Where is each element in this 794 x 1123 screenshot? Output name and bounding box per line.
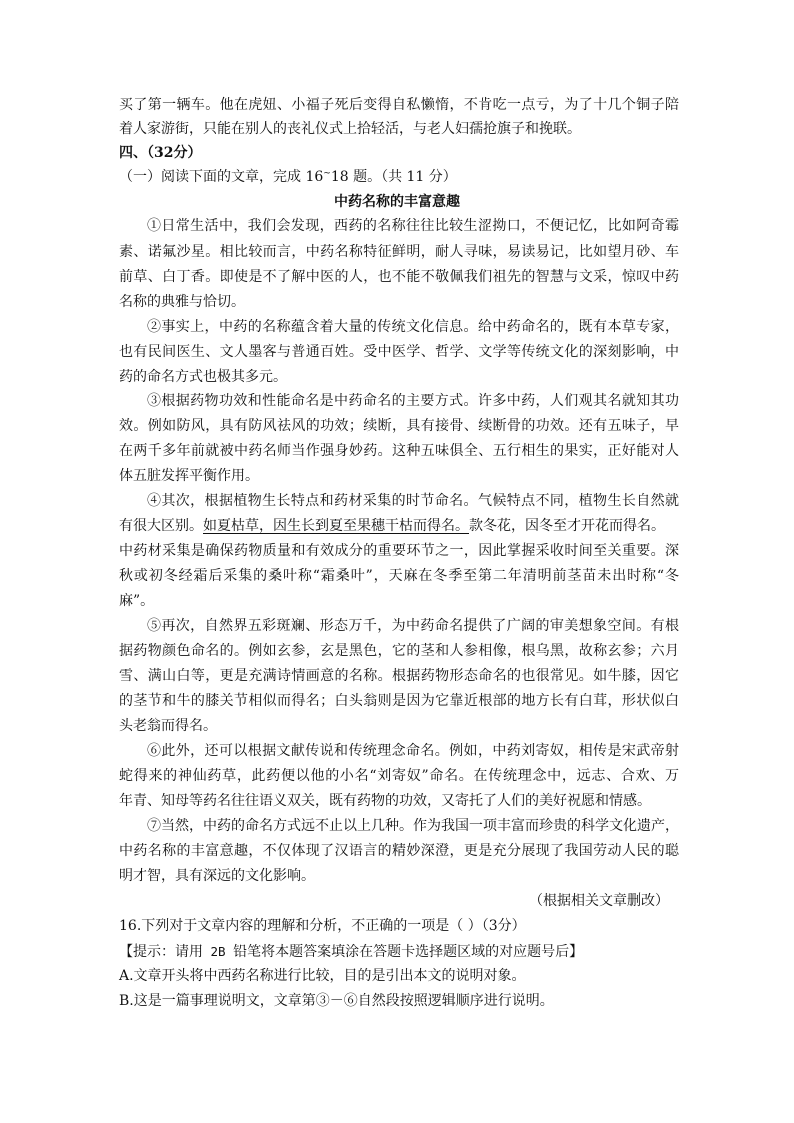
question-16-hint <box>119 939 679 964</box>
p1-line-3: 前草、白丁香。即使是不了解中医的人，也不能不敬佩我们祖先的智慧与文采，惊叹中药 <box>119 269 679 285</box>
instruction-text-b: 18 题。（共 11 分） <box>330 169 457 185</box>
p2-line-2: 也有民间医生、文人墨客与普通百姓。受中医学、哲学、文学等传统文化的深刻影响，中 <box>119 344 679 360</box>
hint-text-a: 【提示：请用 <box>119 944 203 960</box>
p5-line-4: 的茎节和牛的膝关节相似而得名；白头翁则是因为它靠近根部的地方长有白茸，形状似白 <box>119 693 679 709</box>
instruction-text-a: （一）阅读下面的文章，完成 16 <box>119 169 324 185</box>
hint-text-b: 铅笔将本题答案填涂在答题卡选择题区域的对应题号后】 <box>233 944 584 960</box>
p4-line-5: 麻”。 <box>119 593 155 609</box>
p5-line-5: 头老翁而得名。 <box>119 718 217 734</box>
p4-line-2 <box>119 514 679 539</box>
question-16-option-a: A.文章开头将中西药名称进行比较，目的是引出本文的说明对象。 <box>119 968 526 984</box>
p3-line-4: 体五脏发挥平衡作用。 <box>119 468 259 484</box>
p1-line-2: 素、诺氟沙星。相比较而言，中药名称特征鲜明，耐人寻味，易读易记，比如望月砂、车 <box>119 244 679 260</box>
p4-line-2-start: 有很大区别。 <box>119 518 203 534</box>
hint-pencil-code: 2B <box>203 944 234 959</box>
question-16-option-b: B.这是一篇事理说明文，文章第③－⑥自然段按照逻辑顺序进行说明。 <box>119 993 554 1009</box>
intro-line-1: 买了第一辆车。他在虎妞、小福子死后变得自私懒惰，不肯吃一点亏，为了十几个铜子陪 <box>119 97 679 113</box>
section-instruction <box>119 165 679 190</box>
intro-line-2: 着人家游街，只能在别人的丧礼仪式上拾轻活，与老人妇孺抢旗子和挽联。 <box>119 121 581 137</box>
p7-line-2: 中药名称的丰富意趣，不仅体现了汉语言的精妙深澄，更是充分展现了我国劳动人民的聪 <box>119 843 679 859</box>
p5-line-1: ⑤再次，自然界五彩斑斓、形态万千，为中药命名提供了广阔的审美想象空间。有根 <box>147 618 679 634</box>
article-source: （根据相关文章删改） <box>529 893 669 909</box>
p3-line-3: 在两千多年前就被中药名师当作强身妙药。这种五味俱全、五行相生的果实，正好能对人 <box>119 443 679 459</box>
instruction-tilde: ~ <box>323 168 331 179</box>
p1-line-4: 名称的典雅与恰切。 <box>119 294 245 310</box>
p3-line-2: 效。例如防风，具有防风祛风的功效；续断，具有接骨、续断骨的功效。还有五味子，早 <box>119 418 679 434</box>
p3-line-1: ③根据药物功效和性能命名是中药命名的主要方式。许多中药，人们观其名就知其功 <box>147 393 679 409</box>
p4-underlined-sentence: 如夏枯草，因生长到夏至果穗干枯而得名。 <box>203 518 469 534</box>
p7-line-1: ⑦当然，中药的命名方式远不止以上几种。作为我国一项丰富而珍贵的科学文化遗产， <box>147 818 679 834</box>
p4-line-1: ④其次，根据植物生长特点和药材采集的时节命名。气候特点不同，植物生长自然就 <box>147 493 679 509</box>
p5-line-3: 雪、满山白等，更是充满诗情画意的名称。根据药物形态命名的也很常见。如牛膝，因它 <box>119 668 679 684</box>
p5-line-2: 据药物颜色命名的。例如玄参，玄是黑色，它的茎和人参相像，根乌黑，故称玄参；六月 <box>119 643 679 659</box>
p2-line-3: 药的命名方式也极其多元。 <box>119 369 287 385</box>
p4-line-4: 秋或初冬经霜后采集的桑叶称“霜桑叶”，天麻在冬季至第二年清明前茎苗未出时称“冬 <box>119 568 679 584</box>
p2-line-1: ②事实上，中药的名称蕴含着大量的传统文化信息。给中药命名的，既有本草专家， <box>147 319 679 335</box>
p6-line-3: 年青、知母等药名往往语义双关，既有药物的功效，又寄托了人们的美好祝愿和情感。 <box>119 793 651 809</box>
p7-line-3: 明才智，具有深远的文化影响。 <box>119 868 315 884</box>
question-16-stem: 16.下列对于文章内容的理解和分析，不正确的一项是（ ）（3分） <box>119 918 526 934</box>
p6-line-2: 蛇得来的神仙药草，此药便以他的小名“刘寄奴”命名。在传统理念中，远志、合欢、万 <box>119 768 679 784</box>
p4-line-3: 中药材采集是确保药物质量和有效成分的重要环节之一，因此掌握采收时间至关重要。深 <box>119 543 679 559</box>
section-heading: 四、（32分） <box>119 145 202 161</box>
p4-line-2-end: 款冬花，因冬至才开花而得名。 <box>469 518 665 534</box>
article-title: 中药名称的丰富意趣 <box>334 194 460 210</box>
p1-line-1: ①日常生活中，我们会发现，西药的名称往往比较生涩拗口，不便记忆，比如阿奇霉 <box>147 218 679 234</box>
p6-line-1: ⑥此外，还可以根据文献传说和传统理念命名。例如，中药刘寄奴，相传是宋武帝射 <box>147 743 679 759</box>
